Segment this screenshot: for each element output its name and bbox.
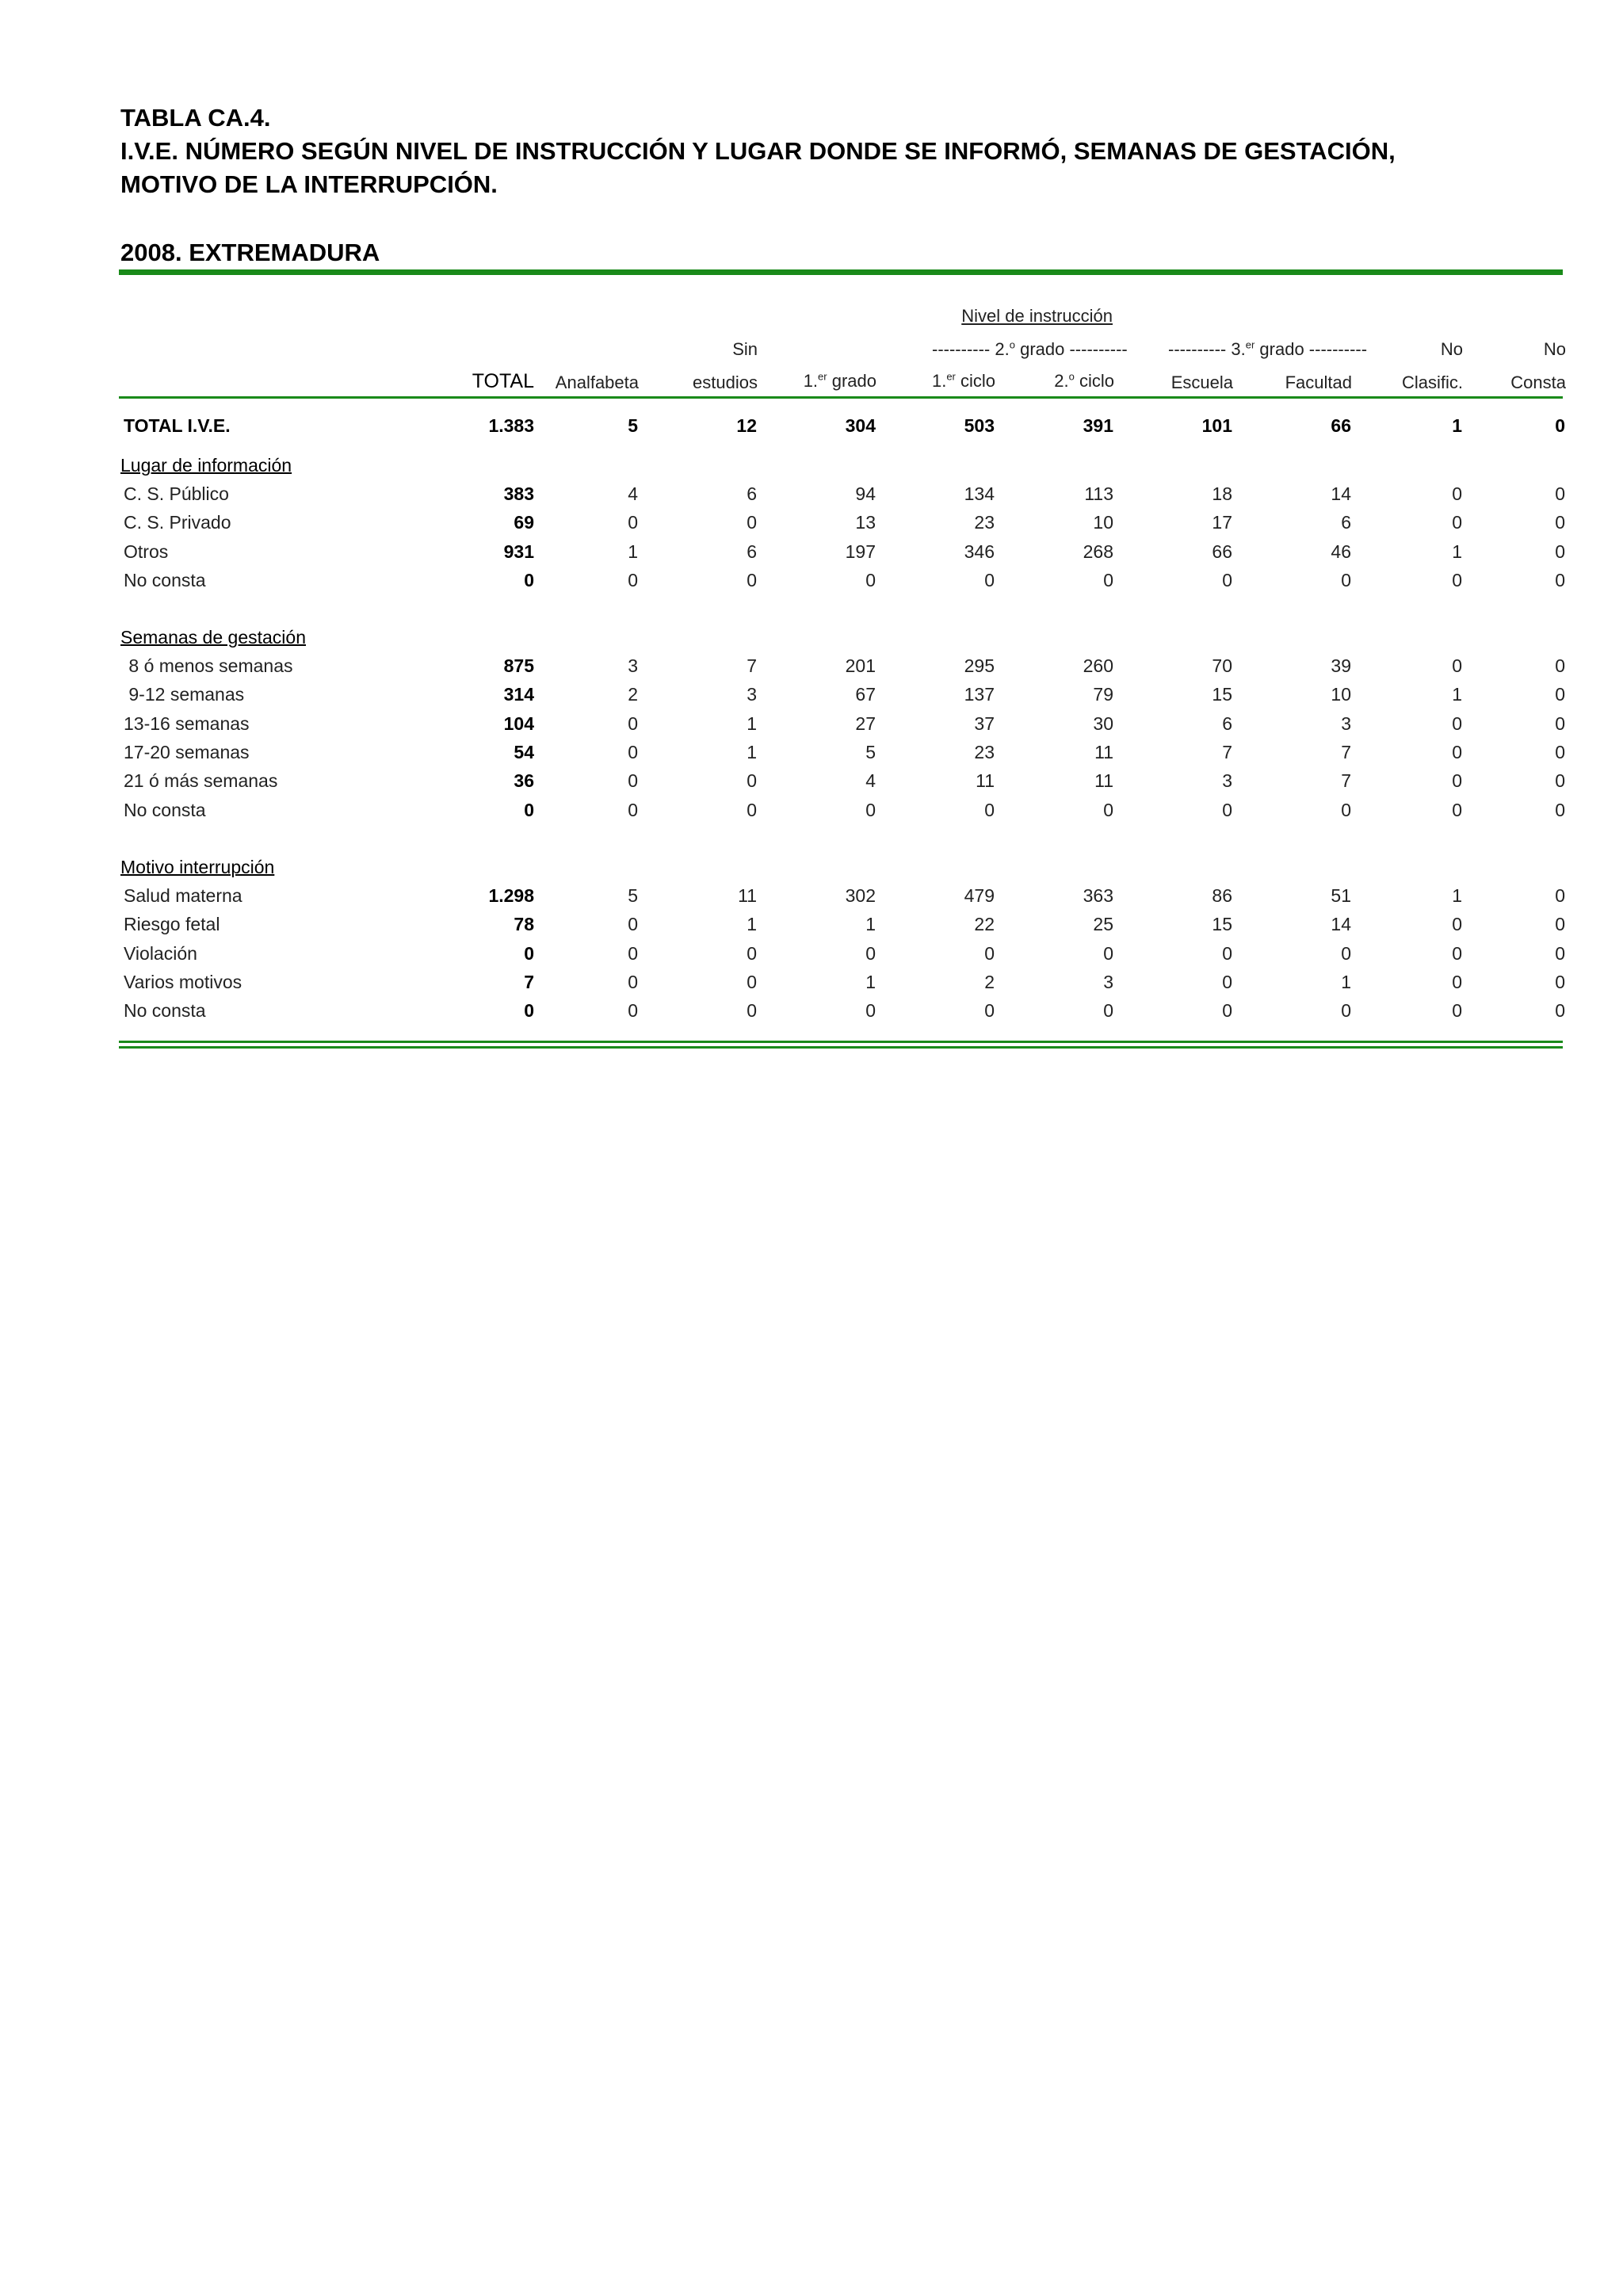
section-title: Semanas de gestación — [120, 627, 306, 648]
cell-primer-grado: 197 — [845, 541, 876, 562]
row-label: Varios motivos — [124, 971, 242, 992]
cell-no-clasific: 0 — [1452, 942, 1462, 964]
header-escuela: Escuela — [1170, 372, 1233, 392]
header-consta: Consta — [1510, 372, 1566, 392]
cell-ciclo-2: 79 — [1093, 684, 1113, 705]
cell-primer-grado: 0 — [865, 1000, 876, 1022]
row-label: C. S. Privado — [124, 512, 231, 533]
cell-no-consta: 0 — [1555, 415, 1565, 436]
cell-facultad: 66 — [1331, 415, 1351, 436]
cell-ciclo-2: 260 — [1083, 655, 1113, 676]
cell-analfabeta: 2 — [628, 684, 638, 705]
cell-primer-grado: 67 — [855, 684, 876, 705]
cell-escuela: 86 — [1212, 885, 1232, 906]
cell-escuela: 101 — [1201, 415, 1232, 436]
cell-facultad: 14 — [1331, 914, 1351, 935]
cell-ciclo-2: 363 — [1083, 885, 1113, 906]
cell-no-clasific: 0 — [1452, 914, 1462, 935]
cell-primer-grado: 304 — [845, 415, 876, 436]
cell-facultad: 14 — [1331, 483, 1351, 504]
cell-sin-estudios: 0 — [747, 512, 757, 533]
cell-escuela: 0 — [1222, 569, 1232, 590]
cell-analfabeta: 0 — [628, 799, 638, 820]
cell-total: 314 — [503, 684, 534, 705]
header-facultad: Facultad — [1285, 372, 1352, 392]
cell-no-consta: 0 — [1555, 569, 1565, 590]
cell-sin-estudios: 0 — [747, 770, 757, 792]
cell-no-clasific: 0 — [1452, 655, 1462, 676]
cell-analfabeta: 0 — [628, 1000, 638, 1022]
cell-escuela: 18 — [1212, 483, 1232, 504]
table-row — [120, 800, 1563, 827]
cell-no-consta: 0 — [1555, 799, 1565, 820]
cell-no-clasific: 1 — [1452, 415, 1462, 436]
cell-ciclo-1: 137 — [964, 684, 995, 705]
cell-primer-grado: 0 — [865, 942, 876, 964]
cell-facultad: 0 — [1341, 569, 1351, 590]
cell-analfabeta: 1 — [628, 541, 638, 562]
top-rule — [119, 269, 1563, 275]
cell-analfabeta: 0 — [628, 569, 638, 590]
cell-primer-grado: 1 — [865, 914, 876, 935]
cell-facultad: 6 — [1341, 512, 1351, 533]
cell-ciclo-1: 503 — [964, 415, 995, 436]
cell-no-clasific: 0 — [1452, 741, 1462, 762]
row-label: 13-16 semanas — [124, 712, 250, 734]
table-title — [120, 101, 1594, 201]
cell-sin-estudios: 6 — [747, 483, 757, 504]
cell-sin-estudios: 0 — [747, 971, 757, 992]
cell-escuela: 15 — [1212, 914, 1232, 935]
cell-facultad: 3 — [1341, 712, 1351, 734]
header-group-nivel: Nivel de instrucción — [961, 306, 1113, 326]
cell-facultad: 51 — [1331, 885, 1351, 906]
cell-sin-estudios: 0 — [747, 569, 757, 590]
header-clasific: Clasific. — [1401, 372, 1463, 392]
cell-analfabeta: 0 — [628, 942, 638, 964]
cell-no-consta: 0 — [1555, 541, 1565, 562]
cell-ciclo-1: 23 — [974, 741, 995, 762]
header-ciclo-2: 2.$^o$ ciclo — [1054, 370, 1114, 391]
cell-no-clasific: 0 — [1452, 1000, 1462, 1022]
cell-no-consta: 0 — [1555, 971, 1565, 992]
cell-no-clasific: 0 — [1452, 712, 1462, 734]
row-label: 21 ó más semanas — [124, 770, 278, 792]
cell-sin-estudios: 7 — [747, 655, 757, 676]
cell-no-clasific: 1 — [1452, 684, 1462, 705]
header-second-grade: ---------- 2.$^o$ grado ---------- — [932, 338, 1128, 359]
cell-ciclo-1: 134 — [964, 483, 995, 504]
cell-no-clasific: 0 — [1452, 971, 1462, 992]
cell-no-consta: 0 — [1555, 684, 1565, 705]
total-row — [120, 415, 1563, 442]
table-row — [120, 742, 1563, 769]
cell-escuela: 0 — [1222, 799, 1232, 820]
cell-analfabeta: 0 — [628, 770, 638, 792]
header-no-1: No — [1440, 339, 1463, 359]
table-row — [120, 483, 1563, 510]
cell-ciclo-2: 0 — [1103, 799, 1113, 820]
bottom-rule-1 — [119, 1041, 1563, 1043]
cell-escuela: 17 — [1212, 512, 1232, 533]
cell-facultad: 0 — [1341, 799, 1351, 820]
cell-sin-estudios: 11 — [738, 885, 757, 906]
row-label: TOTAL I.V.E. — [124, 415, 231, 436]
cell-sin-estudios: 3 — [747, 684, 757, 705]
cell-ciclo-1: 0 — [984, 799, 995, 820]
cell-total: 36 — [514, 770, 534, 792]
table-row — [120, 655, 1563, 682]
cell-ciclo-2: 11 — [1094, 770, 1113, 792]
table-row — [120, 713, 1563, 740]
cell-escuela: 0 — [1222, 942, 1232, 964]
table-row — [120, 512, 1563, 539]
cell-sin-estudios: 6 — [747, 541, 757, 562]
row-label: Violación — [124, 942, 197, 964]
cell-analfabeta: 4 — [628, 483, 638, 504]
cell-no-consta: 0 — [1555, 483, 1565, 504]
row-label: No consta — [124, 1000, 206, 1022]
cell-facultad: 1 — [1341, 971, 1351, 992]
cell-no-consta: 0 — [1555, 770, 1565, 792]
cell-analfabeta: 0 — [628, 971, 638, 992]
cell-analfabeta: 0 — [628, 741, 638, 762]
cell-ciclo-2: 30 — [1093, 712, 1113, 734]
bottom-rule-2 — [119, 1046, 1563, 1049]
cell-no-clasific: 0 — [1452, 770, 1462, 792]
cell-no-clasific: 0 — [1452, 483, 1462, 504]
cell-escuela: 6 — [1222, 712, 1232, 734]
header-ciclo-1: 1.$^{er}$ ciclo — [931, 370, 995, 391]
header-no-2: No — [1543, 339, 1566, 359]
cell-primer-grado: 13 — [855, 512, 876, 533]
table-row — [120, 1000, 1563, 1027]
cell-no-consta: 0 — [1555, 512, 1565, 533]
header-rule — [119, 396, 1563, 399]
title-line-1: TABLA CA.4. — [120, 104, 271, 132]
cell-total: 875 — [503, 655, 534, 676]
cell-primer-grado: 0 — [865, 799, 876, 820]
cell-escuela: 66 — [1212, 541, 1232, 562]
row-label: Riesgo fetal — [124, 914, 220, 935]
cell-no-clasific: 0 — [1452, 512, 1462, 533]
cell-ciclo-1: 11 — [976, 770, 995, 792]
section-title: Lugar de información — [120, 455, 292, 476]
cell-facultad: 7 — [1341, 770, 1351, 792]
cell-sin-estudios: 1 — [747, 914, 757, 935]
header-third-grade: ---------- 3.$^{er}$ grado ---------- — [1168, 338, 1368, 359]
table-row — [120, 972, 1563, 999]
cell-ciclo-2: 0 — [1103, 569, 1113, 590]
cell-no-consta: 0 — [1555, 655, 1565, 676]
cell-total: 383 — [503, 483, 534, 504]
cell-facultad: 46 — [1331, 541, 1351, 562]
cell-escuela: 70 — [1212, 655, 1232, 676]
cell-sin-estudios: 12 — [736, 415, 757, 436]
cell-ciclo-1: 37 — [974, 712, 995, 734]
cell-analfabeta: 0 — [628, 512, 638, 533]
row-label: Salud materna — [124, 885, 242, 906]
cell-total: 1.383 — [488, 415, 534, 436]
cell-facultad: 39 — [1331, 655, 1351, 676]
title-line-2: I.V.E. NÚMERO SEGÚN NIVEL DE INSTRUCCIÓN Y LUGAR DONDE SE INFORMÓ, SEMANAS DE GESTACIÓN, — [120, 137, 1396, 165]
cell-ciclo-1: 295 — [964, 655, 995, 676]
row-label: No consta — [124, 569, 206, 590]
row-label: 17-20 semanas — [124, 741, 250, 762]
cell-escuela: 15 — [1212, 684, 1232, 705]
cell-ciclo-2: 0 — [1103, 942, 1113, 964]
cell-ciclo-1: 23 — [974, 512, 995, 533]
cell-no-clasific: 0 — [1452, 799, 1462, 820]
cell-ciclo-1: 2 — [984, 971, 995, 992]
table-row — [120, 943, 1563, 970]
cell-primer-grado: 5 — [865, 741, 876, 762]
cell-total: 0 — [524, 569, 534, 590]
cell-total: 0 — [524, 942, 534, 964]
cell-ciclo-2: 3 — [1103, 971, 1113, 992]
header-sin: Sin — [732, 339, 758, 359]
table-row — [120, 885, 1563, 912]
header-first-grade: 1.$^{er}$ grado — [803, 370, 876, 391]
section-title: Motivo interrupción — [120, 857, 275, 877]
cell-ciclo-1: 22 — [974, 914, 995, 935]
header-analfabeta: Analfabeta — [555, 372, 639, 392]
table-row — [120, 770, 1563, 797]
cell-ciclo-1: 346 — [964, 541, 995, 562]
cell-primer-grado: 302 — [845, 885, 876, 906]
cell-sin-estudios: 1 — [747, 712, 757, 734]
cell-facultad: 7 — [1341, 741, 1351, 762]
cell-no-consta: 0 — [1555, 1000, 1565, 1022]
header-estudios: estudios — [693, 372, 758, 392]
cell-no-clasific: 1 — [1452, 541, 1462, 562]
cell-ciclo-1: 0 — [984, 942, 995, 964]
cell-primer-grado: 0 — [865, 569, 876, 590]
cell-total: 0 — [524, 799, 534, 820]
cell-total: 1.298 — [488, 885, 534, 906]
cell-no-consta: 0 — [1555, 914, 1565, 935]
cell-sin-estudios: 0 — [747, 942, 757, 964]
cell-ciclo-2: 113 — [1084, 483, 1113, 504]
cell-ciclo-2: 0 — [1103, 1000, 1113, 1022]
cell-total: 931 — [503, 541, 534, 562]
table-row — [120, 570, 1563, 597]
cell-primer-grado: 1 — [865, 971, 876, 992]
cell-ciclo-2: 391 — [1083, 415, 1113, 436]
cell-primer-grado: 94 — [855, 483, 876, 504]
cell-total: 78 — [514, 914, 534, 935]
cell-primer-grado: 4 — [865, 770, 876, 792]
cell-ciclo-2: 25 — [1093, 914, 1113, 935]
cell-total: 54 — [514, 741, 534, 762]
row-label: C. S. Público — [124, 483, 229, 504]
cell-ciclo-1: 479 — [964, 885, 995, 906]
cell-sin-estudios: 0 — [747, 799, 757, 820]
cell-primer-grado: 27 — [855, 712, 876, 734]
cell-ciclo-2: 11 — [1094, 741, 1113, 762]
row-label: Otros — [124, 541, 169, 562]
cell-no-consta: 0 — [1555, 885, 1565, 906]
row-label: 8 ó menos semanas — [124, 655, 293, 676]
row-label: 9-12 semanas — [124, 684, 245, 705]
cell-total: 0 — [524, 1000, 534, 1022]
cell-sin-estudios: 1 — [747, 741, 757, 762]
cell-analfabeta: 3 — [628, 655, 638, 676]
cell-ciclo-1: 0 — [984, 1000, 995, 1022]
cell-facultad: 10 — [1331, 684, 1351, 705]
cell-no-clasific: 0 — [1452, 569, 1462, 590]
table-subtitle: 2008. EXTREMADURA — [120, 239, 380, 266]
cell-analfabeta: 5 — [628, 415, 638, 436]
cell-escuela: 7 — [1222, 741, 1232, 762]
cell-analfabeta: 5 — [628, 885, 638, 906]
cell-escuela: 0 — [1222, 1000, 1232, 1022]
cell-facultad: 0 — [1341, 1000, 1351, 1022]
title-line-3: MOTIVO DE LA INTERRUPCIÓN. — [120, 170, 498, 198]
table-row — [120, 684, 1563, 711]
cell-primer-grado: 201 — [845, 655, 876, 676]
cell-sin-estudios: 0 — [747, 1000, 757, 1022]
cell-analfabeta: 0 — [628, 914, 638, 935]
cell-ciclo-1: 0 — [984, 569, 995, 590]
cell-no-consta: 0 — [1555, 741, 1565, 762]
row-label: No consta — [124, 799, 206, 820]
cell-ciclo-2: 10 — [1093, 512, 1113, 533]
header-total: TOTAL — [472, 370, 534, 392]
cell-ciclo-2: 268 — [1083, 541, 1113, 562]
table-row — [120, 541, 1563, 568]
cell-no-consta: 0 — [1555, 712, 1565, 734]
table-row — [120, 914, 1563, 941]
cell-escuela: 3 — [1222, 770, 1232, 792]
cell-analfabeta: 0 — [628, 712, 638, 734]
cell-facultad: 0 — [1341, 942, 1351, 964]
cell-no-consta: 0 — [1555, 942, 1565, 964]
cell-total: 104 — [503, 712, 534, 734]
cell-total: 69 — [514, 512, 534, 533]
cell-no-clasific: 1 — [1452, 885, 1462, 906]
cell-total: 7 — [524, 971, 534, 992]
cell-escuela: 0 — [1222, 971, 1232, 992]
